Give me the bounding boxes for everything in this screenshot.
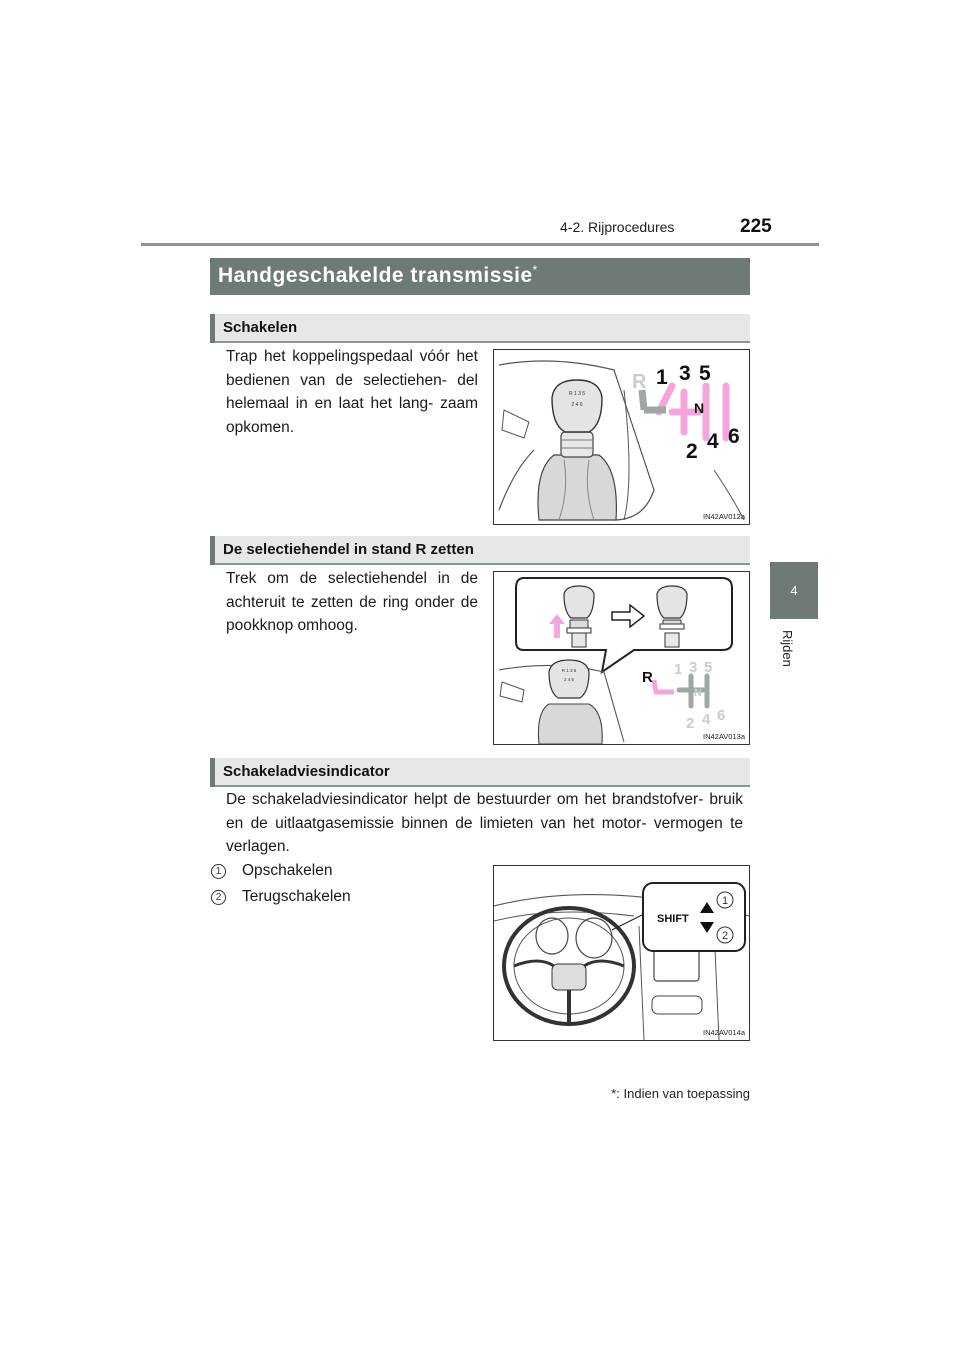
footnote: [560, 1086, 750, 1101]
svg-text:6: 6: [728, 425, 740, 448]
svg-text:2 4 6: 2 4 6: [571, 402, 583, 408]
svg-text:N: N: [694, 400, 705, 416]
footnote-text: : Indien van toepassing: [616, 1086, 750, 1101]
svg-text:5: 5: [699, 362, 711, 385]
figure-code: IN42AV012a: [703, 512, 745, 521]
section-label: 4-2. Rijprocedures: [560, 219, 675, 235]
shift-indicator-figure: [493, 865, 750, 1041]
list-item-upshift: Opschakelen: [242, 862, 333, 879]
reverse-ring-figure: [493, 571, 750, 745]
figure-code: IN42AV014a: [703, 1028, 745, 1037]
svg-text:R 1 3 5: R 1 3 5: [561, 668, 577, 673]
header-rule: [141, 243, 819, 246]
section-heading-text: Schakeladviesindicator: [223, 763, 390, 780]
svg-text:R: R: [642, 669, 653, 686]
svg-text:6: 6: [717, 707, 726, 724]
svg-text:4: 4: [707, 430, 719, 453]
footnote-marker: *: [611, 1086, 617, 1101]
callout-number-1: 1: [211, 864, 226, 879]
page-title-text: Handgeschakelde transmissie: [218, 264, 533, 287]
title-footnote-marker: *: [532, 263, 538, 277]
shift-indicator-text: SHIFT: [657, 913, 689, 925]
callout-number-2: 2: [721, 930, 729, 942]
svg-text:3: 3: [679, 362, 691, 385]
callout-number-1: 1: [721, 895, 729, 907]
chapter-tab[interactable]: 4: [770, 562, 818, 619]
section-heading-schakelen: [210, 314, 750, 343]
section-body: Trek om de selectiehendel in de achteruit te zetten de ring onder de pookknop omhoog.: [226, 570, 478, 634]
svg-text:3: 3: [689, 659, 698, 676]
gear-label-r: R: [632, 371, 647, 393]
page-title: [218, 263, 538, 288]
section-heading-reverse: [210, 536, 750, 565]
figure-code: IN42AV013a: [703, 732, 745, 741]
page-title-bar: [210, 258, 750, 295]
page-number: 225: [740, 216, 772, 237]
section-body: Trap het koppelingspedaal vóór het bedienen van de selectiehen- del helemaal in en laat het lang- zaam opkomen.: [226, 348, 478, 436]
svg-text:4: 4: [702, 711, 711, 728]
section-heading-text: Schakelen: [223, 319, 298, 336]
svg-text:5: 5: [704, 659, 713, 676]
callout-number-2: 2: [211, 890, 226, 905]
svg-text:1: 1: [656, 366, 668, 389]
svg-text:1: 1: [674, 661, 683, 678]
svg-text:R 1 3 5: R 1 3 5: [568, 391, 586, 397]
svg-text:N: N: [694, 687, 702, 699]
section-heading-shift-indicator: [210, 758, 750, 787]
svg-text:2: 2: [686, 440, 698, 463]
chapter-name: Rijden: [780, 630, 795, 667]
svg-text:2: 2: [686, 715, 695, 732]
section-body: De schakeladviesindicator helpt de bestuurder om het brandstofver- bruik en de uitlaatgasemissie binnen de limieten van het motor- vermogen te verlagen.: [226, 791, 743, 855]
list-item-downshift: Terugschakelen: [242, 888, 351, 905]
gear-pattern-figure: [493, 349, 750, 525]
section-heading-text: De selectiehendel in stand R zetten: [223, 541, 474, 558]
svg-text:2 4 6: 2 4 6: [563, 677, 575, 682]
